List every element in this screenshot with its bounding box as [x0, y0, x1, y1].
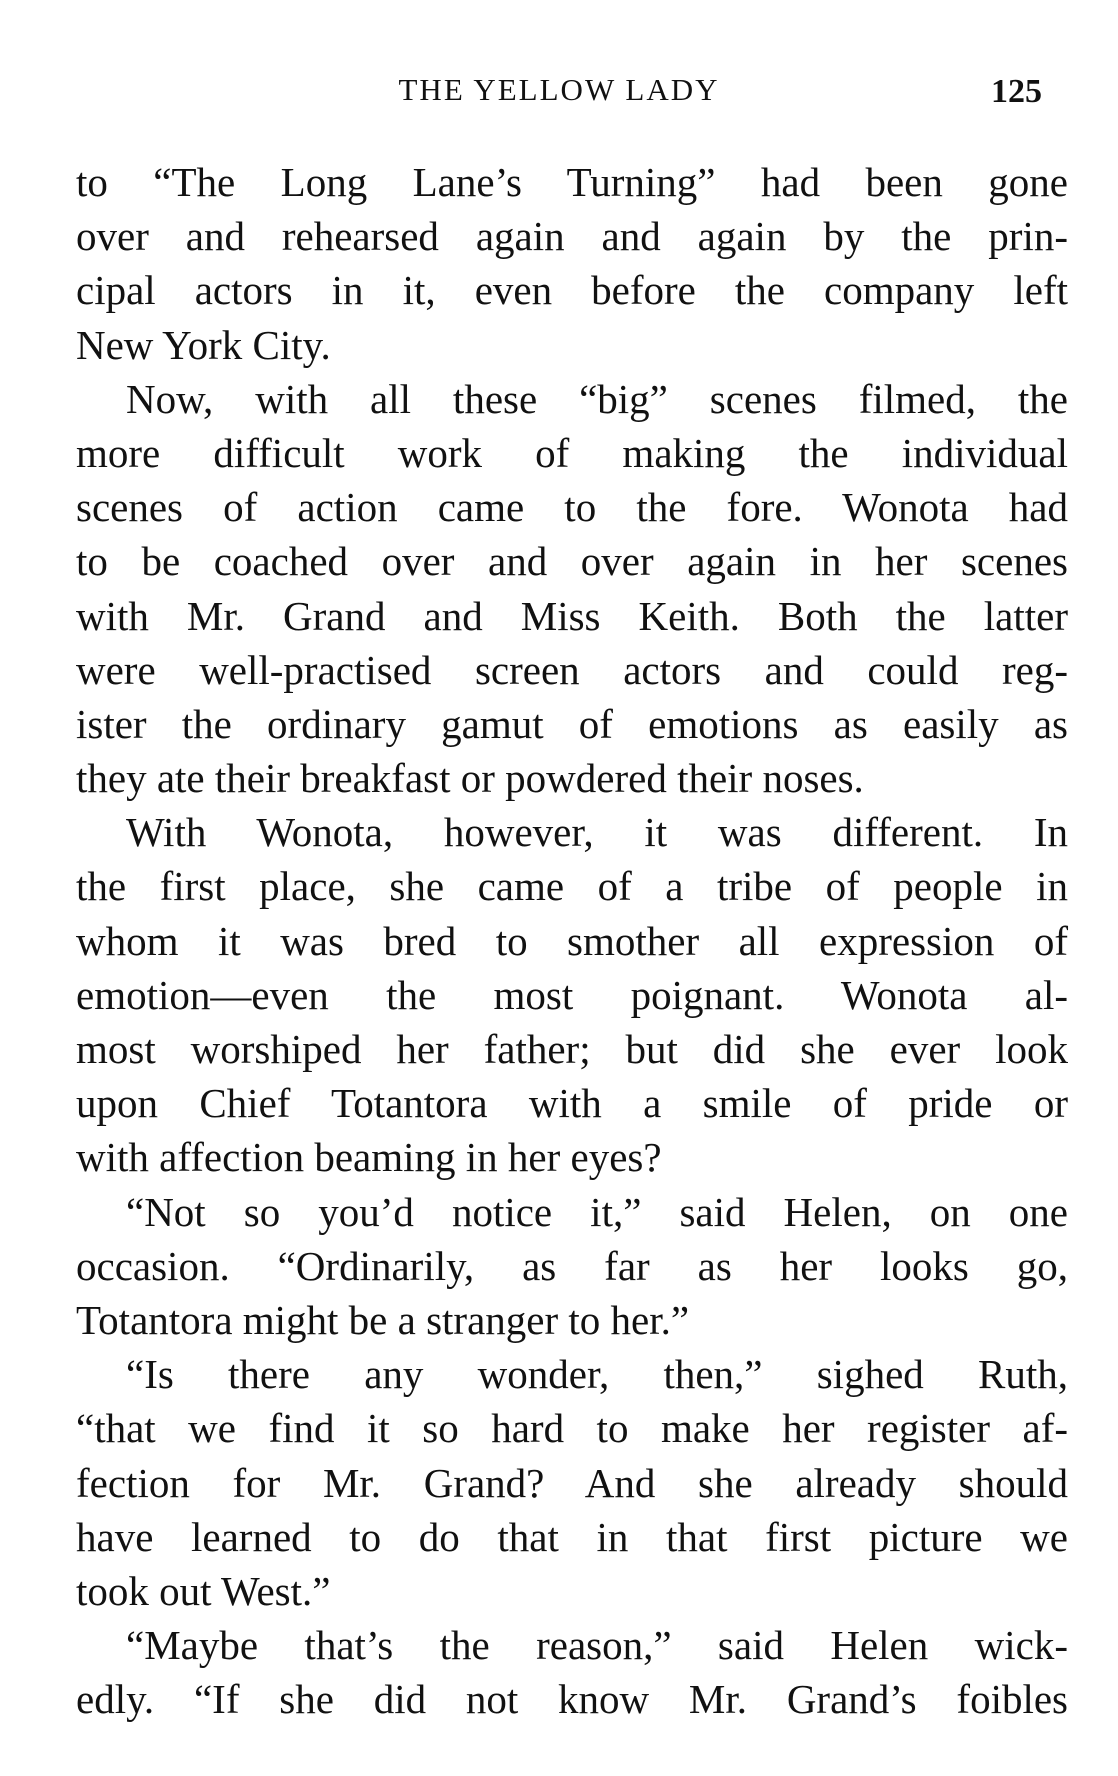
text-line: New York City. [76, 321, 331, 368]
text-line: were well-practised screen actors and could reg- [76, 646, 1068, 693]
text-line: “Is there any wonder, then,” sighed Ruth, [126, 1351, 1068, 1398]
text-line: Now, with all these “big” scenes filmed, the [126, 375, 1068, 422]
text-line: whom it was bred to smother all expression of [76, 917, 1068, 964]
text-line: ister the ordinary gamut of emotions as easily as [76, 700, 1068, 747]
text-line: to “The Long Lane’s Turning” had been gone [76, 159, 1068, 205]
text-line: “Not so you’d notice it,” said Helen, on one [126, 1188, 1068, 1235]
running-title: THE YELLOW LADY [398, 72, 720, 107]
text-line: with affection beaming in her eyes? [76, 1134, 662, 1181]
running-head [0, 70, 1118, 110]
body-text [76, 155, 1068, 1726]
text-line: scenes of action came to the fore. Wonota had [76, 484, 1068, 531]
text-line: edly. “If she did not know Mr. Grand’s foibles [76, 1676, 1068, 1723]
text-line: cipal actors in it, even before the company left [76, 267, 1068, 314]
text-line: upon Chief Totantora with a smile of pride or [76, 1080, 1068, 1127]
text-line: the first place, she came of a tribe of people in [76, 863, 1068, 910]
page-number: 125 [991, 73, 1042, 110]
text-line: they ate their breakfast or powdered their noses. [76, 755, 864, 802]
text-line: Totantora might be a stranger to her.” [76, 1296, 690, 1343]
text-line: “Maybe that’s the reason,” said Helen wick- [126, 1622, 1068, 1669]
text-line: fection for Mr. Grand? And she already should [76, 1459, 1068, 1506]
text-line: occasion. “Ordinarily, as far as her looks go, [76, 1242, 1068, 1289]
text-line: emotion—even the most poignant. Wonota al- [76, 971, 1068, 1018]
text-line: have learned to do that in that first picture we [76, 1513, 1068, 1560]
text-line: With Wonota, however, it was different. In [126, 809, 1068, 856]
text-line: over and rehearsed again and again by the prin- [76, 213, 1068, 260]
text-line: most worshiped her father; but did she ever look [76, 1026, 1068, 1072]
text-line: “that we find it so hard to make her register af- [76, 1405, 1068, 1452]
text-line: took out West.” [76, 1567, 331, 1614]
text-line: more difficult work of making the individual [76, 429, 1068, 476]
text-line: to be coached over and over again in her scenes [76, 538, 1068, 585]
text-line: with Mr. Grand and Miss Keith. Both the latter [76, 592, 1068, 639]
